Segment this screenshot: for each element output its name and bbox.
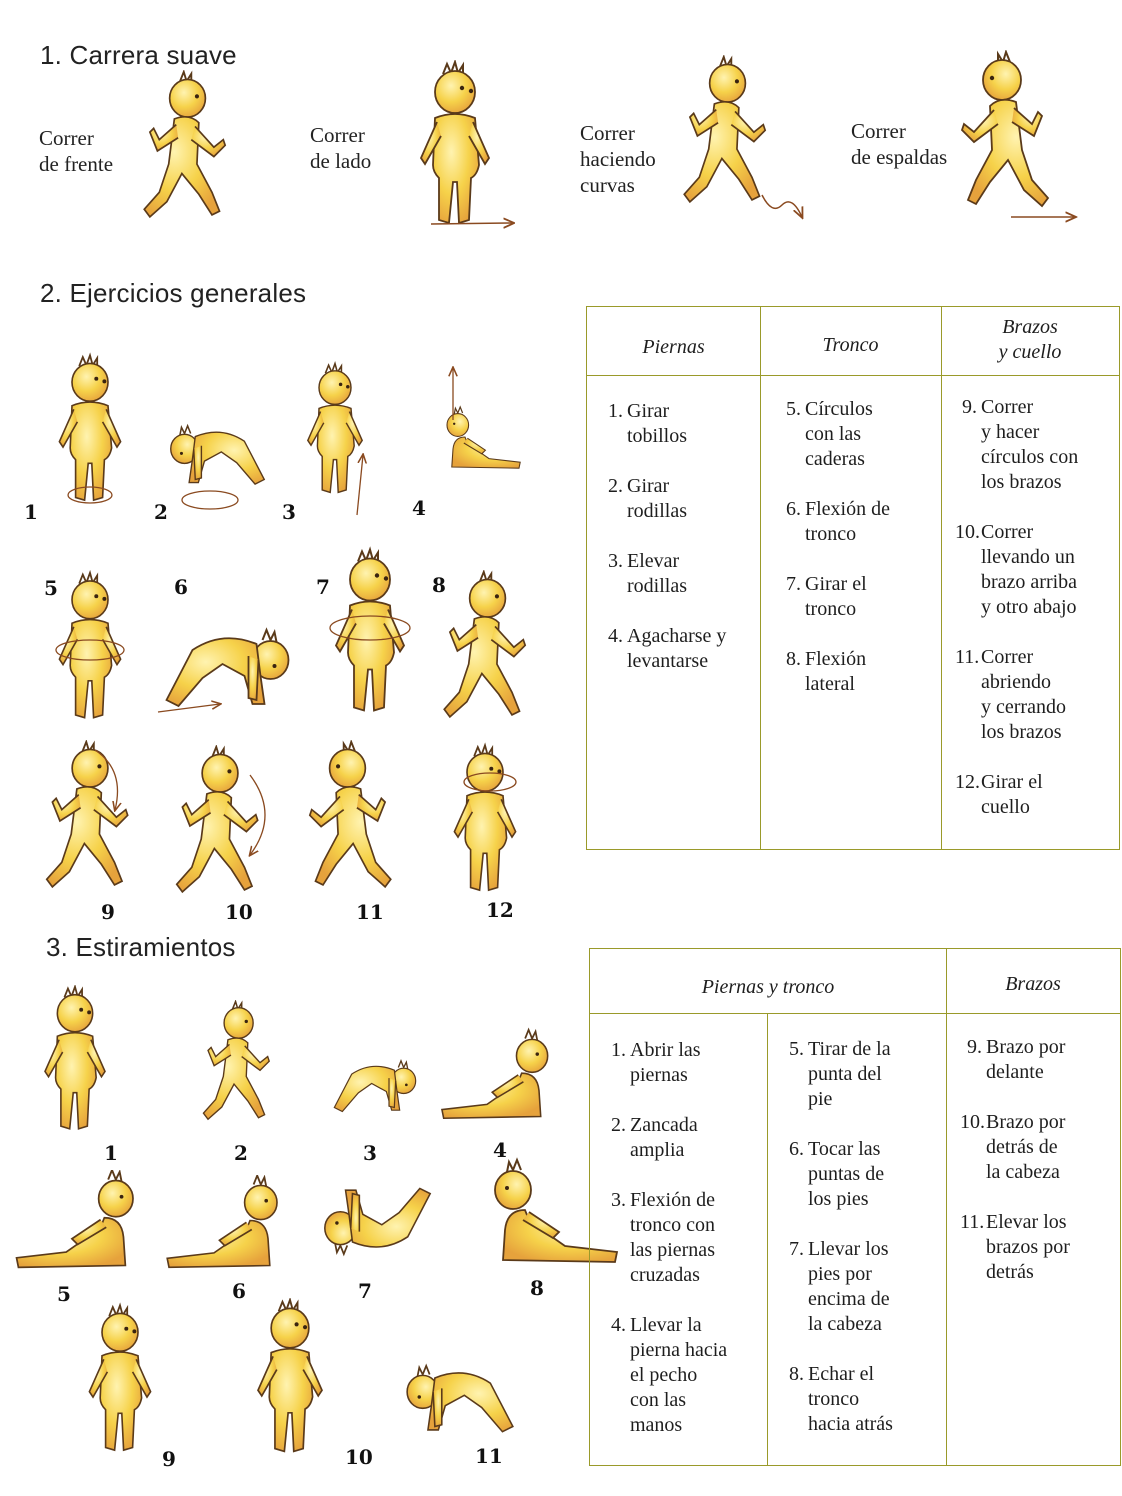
figure-general-10 — [150, 745, 275, 905]
number-general-12: 12 — [486, 898, 514, 922]
number-stretch-6: 6 — [232, 1279, 246, 1303]
label-correr-haciendo-curvas: Correr haciendo curvas — [580, 121, 656, 197]
item-number: 8. — [789, 1363, 804, 1385]
item-text: Llevar los pies por encima de la cabeza — [808, 1238, 890, 1335]
figure-stretch-5 — [8, 1170, 153, 1275]
column-piernas-tronco-a — [604, 1038, 764, 1463]
item-text: Abrir las piernas — [630, 1039, 701, 1086]
item-number: 4. — [608, 625, 623, 647]
figure-stretch-3 — [325, 1020, 425, 1135]
number-general-8: 8 — [432, 573, 446, 597]
item-number: 2. — [611, 1114, 626, 1136]
column-piernas — [601, 399, 756, 699]
item-number: 1. — [611, 1039, 626, 1061]
item-number: 7. — [786, 573, 801, 595]
item-text: Correr llevando un brazo arriba y otro abajo — [981, 521, 1078, 618]
number-stretch-2: 2 — [234, 1141, 248, 1165]
figure-stretch-10 — [240, 1298, 340, 1458]
figure-stretch-1 — [25, 985, 125, 1135]
table-estiramientos — [589, 948, 1121, 1466]
number-stretch-11: 11 — [475, 1444, 503, 1468]
column-divider — [767, 1013, 768, 1465]
item-text: Flexión lateral — [805, 648, 867, 695]
figure-stretch-9 — [75, 1300, 165, 1460]
table-item — [955, 770, 1115, 820]
number-stretch-1: 1 — [104, 1141, 118, 1165]
table-item — [782, 1037, 942, 1112]
number-stretch-3: 3 — [363, 1141, 377, 1165]
item-number: 9. — [962, 396, 977, 418]
figure-general-6 — [150, 600, 305, 720]
item-number: 5. — [789, 1038, 804, 1060]
item-text: Agacharse y levantarse — [627, 625, 727, 672]
label-correr-de-espaldas: Correr de espaldas — [851, 119, 948, 169]
column-divider — [941, 307, 942, 849]
section-title-carrera: 1. Carrera suave — [40, 40, 237, 70]
number-general-6: 6 — [174, 575, 188, 599]
item-number: 6. — [786, 498, 801, 520]
figure-general-1 — [45, 345, 135, 515]
table-item — [782, 1137, 942, 1212]
item-text: Flexión de tronco con las piernas cruzadas — [630, 1189, 715, 1286]
figure-stretch-2 — [170, 1000, 295, 1130]
number-stretch-7: 7 — [358, 1279, 372, 1303]
number-general-11: 11 — [356, 900, 384, 924]
item-number: 10. — [955, 521, 980, 543]
figure-run-side — [395, 60, 515, 230]
figure-run-front — [110, 70, 250, 230]
column-divider — [946, 949, 947, 1465]
figure-general-7 — [320, 540, 420, 725]
figure-general-12 — [440, 740, 530, 900]
section-title-generales: 2. Ejercicios generales — [40, 278, 307, 308]
header-piernas-tronco: Piernas y tronco — [701, 976, 835, 998]
column-tronco — [779, 397, 939, 722]
figure-stretch-6 — [160, 1175, 295, 1275]
number-stretch-10: 10 — [345, 1445, 373, 1469]
number-stretch-4: 4 — [493, 1138, 507, 1162]
item-text: Tocar las puntas de los pies — [808, 1138, 885, 1210]
table-item — [955, 645, 1115, 745]
column-divider — [760, 307, 761, 849]
item-number: 11. — [955, 646, 980, 668]
figure-run-curves — [650, 55, 810, 220]
item-number: 3. — [611, 1189, 626, 1211]
item-number: 8. — [786, 648, 801, 670]
header-tronco: Tronco — [822, 334, 879, 356]
item-text: Elevar rodillas — [627, 550, 687, 597]
table-item — [955, 395, 1115, 495]
item-number: 4. — [611, 1314, 626, 1336]
column-brazos — [960, 1035, 1118, 1310]
table-item — [779, 397, 939, 472]
item-number: 10. — [960, 1111, 985, 1133]
number-general-10: 10 — [225, 900, 253, 924]
item-number: 6. — [789, 1138, 804, 1160]
figure-general-9 — [25, 740, 140, 900]
figure-stretch-11 — [395, 1325, 525, 1450]
figure-stretch-7 — [305, 1185, 450, 1280]
number-stretch-5: 5 — [57, 1282, 71, 1306]
table-item — [782, 1237, 942, 1337]
table-item — [601, 474, 756, 524]
number-stretch-9: 9 — [162, 1447, 176, 1471]
item-text: Girar tobillos — [627, 400, 688, 447]
item-number: 12. — [955, 771, 980, 793]
number-general-2: 2 — [154, 500, 168, 524]
table-item — [604, 1038, 764, 1088]
item-text: Correr y hacer círculos con los brazos — [981, 396, 1079, 493]
table-item — [604, 1188, 764, 1288]
item-text: Tirar de la punta del pie — [808, 1038, 891, 1110]
header-brazos: Brazos — [1005, 973, 1061, 995]
table-item — [960, 1035, 1118, 1085]
item-text: Círculos con las caderas — [805, 398, 873, 470]
section-title-estiramientos: 3. Estiramientos — [46, 932, 236, 962]
table-item — [779, 497, 939, 547]
table-item — [955, 520, 1115, 620]
header-brazos-cuello: Brazos y cuello — [998, 316, 1062, 363]
item-text: Elevar los brazos por detrás — [986, 1211, 1070, 1283]
number-general-7: 7 — [316, 575, 330, 599]
item-number: 9. — [967, 1036, 982, 1058]
item-number: 11. — [960, 1211, 985, 1233]
label-correr-de-lado: Correr de lado — [310, 123, 372, 173]
item-text: Brazo por detrás de la cabeza — [986, 1111, 1066, 1183]
number-general-4: 4 — [412, 496, 426, 520]
table-item — [604, 1113, 764, 1163]
item-number: 5. — [786, 398, 801, 420]
table-item — [782, 1362, 942, 1437]
table-item — [960, 1110, 1118, 1185]
figure-stretch-4 — [435, 1020, 565, 1135]
figure-general-2 — [160, 370, 275, 520]
table-item — [601, 549, 756, 599]
number-general-1: 1 — [24, 500, 38, 524]
table-item — [779, 647, 939, 697]
item-text: Llevar la pierna hacia el pecho con las manos — [630, 1314, 728, 1436]
table-item — [601, 624, 756, 674]
column-brazos-cuello — [955, 395, 1115, 845]
item-text: Zancada amplia — [630, 1114, 698, 1161]
number-general-9: 9 — [101, 900, 115, 924]
table-item — [960, 1210, 1118, 1285]
table-ejercicios-generales — [586, 306, 1120, 850]
figure-run-back — [955, 50, 1080, 225]
label-correr-de-frente: Correr de frente — [39, 126, 114, 176]
item-text: Brazo por delante — [986, 1036, 1066, 1083]
header-piernas: Piernas — [642, 336, 705, 358]
item-text: Flexión de tronco — [805, 498, 890, 545]
item-text: Echar el tronco hacia atrás — [808, 1363, 893, 1435]
number-general-5: 5 — [44, 576, 58, 600]
figure-general-11 — [295, 740, 415, 900]
table-item — [604, 1313, 764, 1438]
item-text: Girar el tronco — [805, 573, 867, 620]
item-text: Correr abriendo y cerrando los brazos — [981, 646, 1066, 743]
figure-general-3 — [295, 345, 385, 520]
item-text: Girar el cuello — [981, 771, 1043, 818]
table-item — [601, 399, 756, 449]
item-number: 2. — [608, 475, 623, 497]
item-number: 7. — [789, 1238, 804, 1260]
number-general-3: 3 — [282, 500, 296, 524]
item-number: 1. — [608, 400, 623, 422]
item-text: Girar rodillas — [627, 475, 687, 522]
figure-general-5 — [45, 565, 140, 730]
column-piernas-tronco-b — [782, 1037, 942, 1462]
table-item — [779, 572, 939, 622]
figure-general-4 — [435, 360, 525, 520]
item-number: 3. — [608, 550, 623, 572]
number-stretch-8: 8 — [530, 1276, 544, 1300]
